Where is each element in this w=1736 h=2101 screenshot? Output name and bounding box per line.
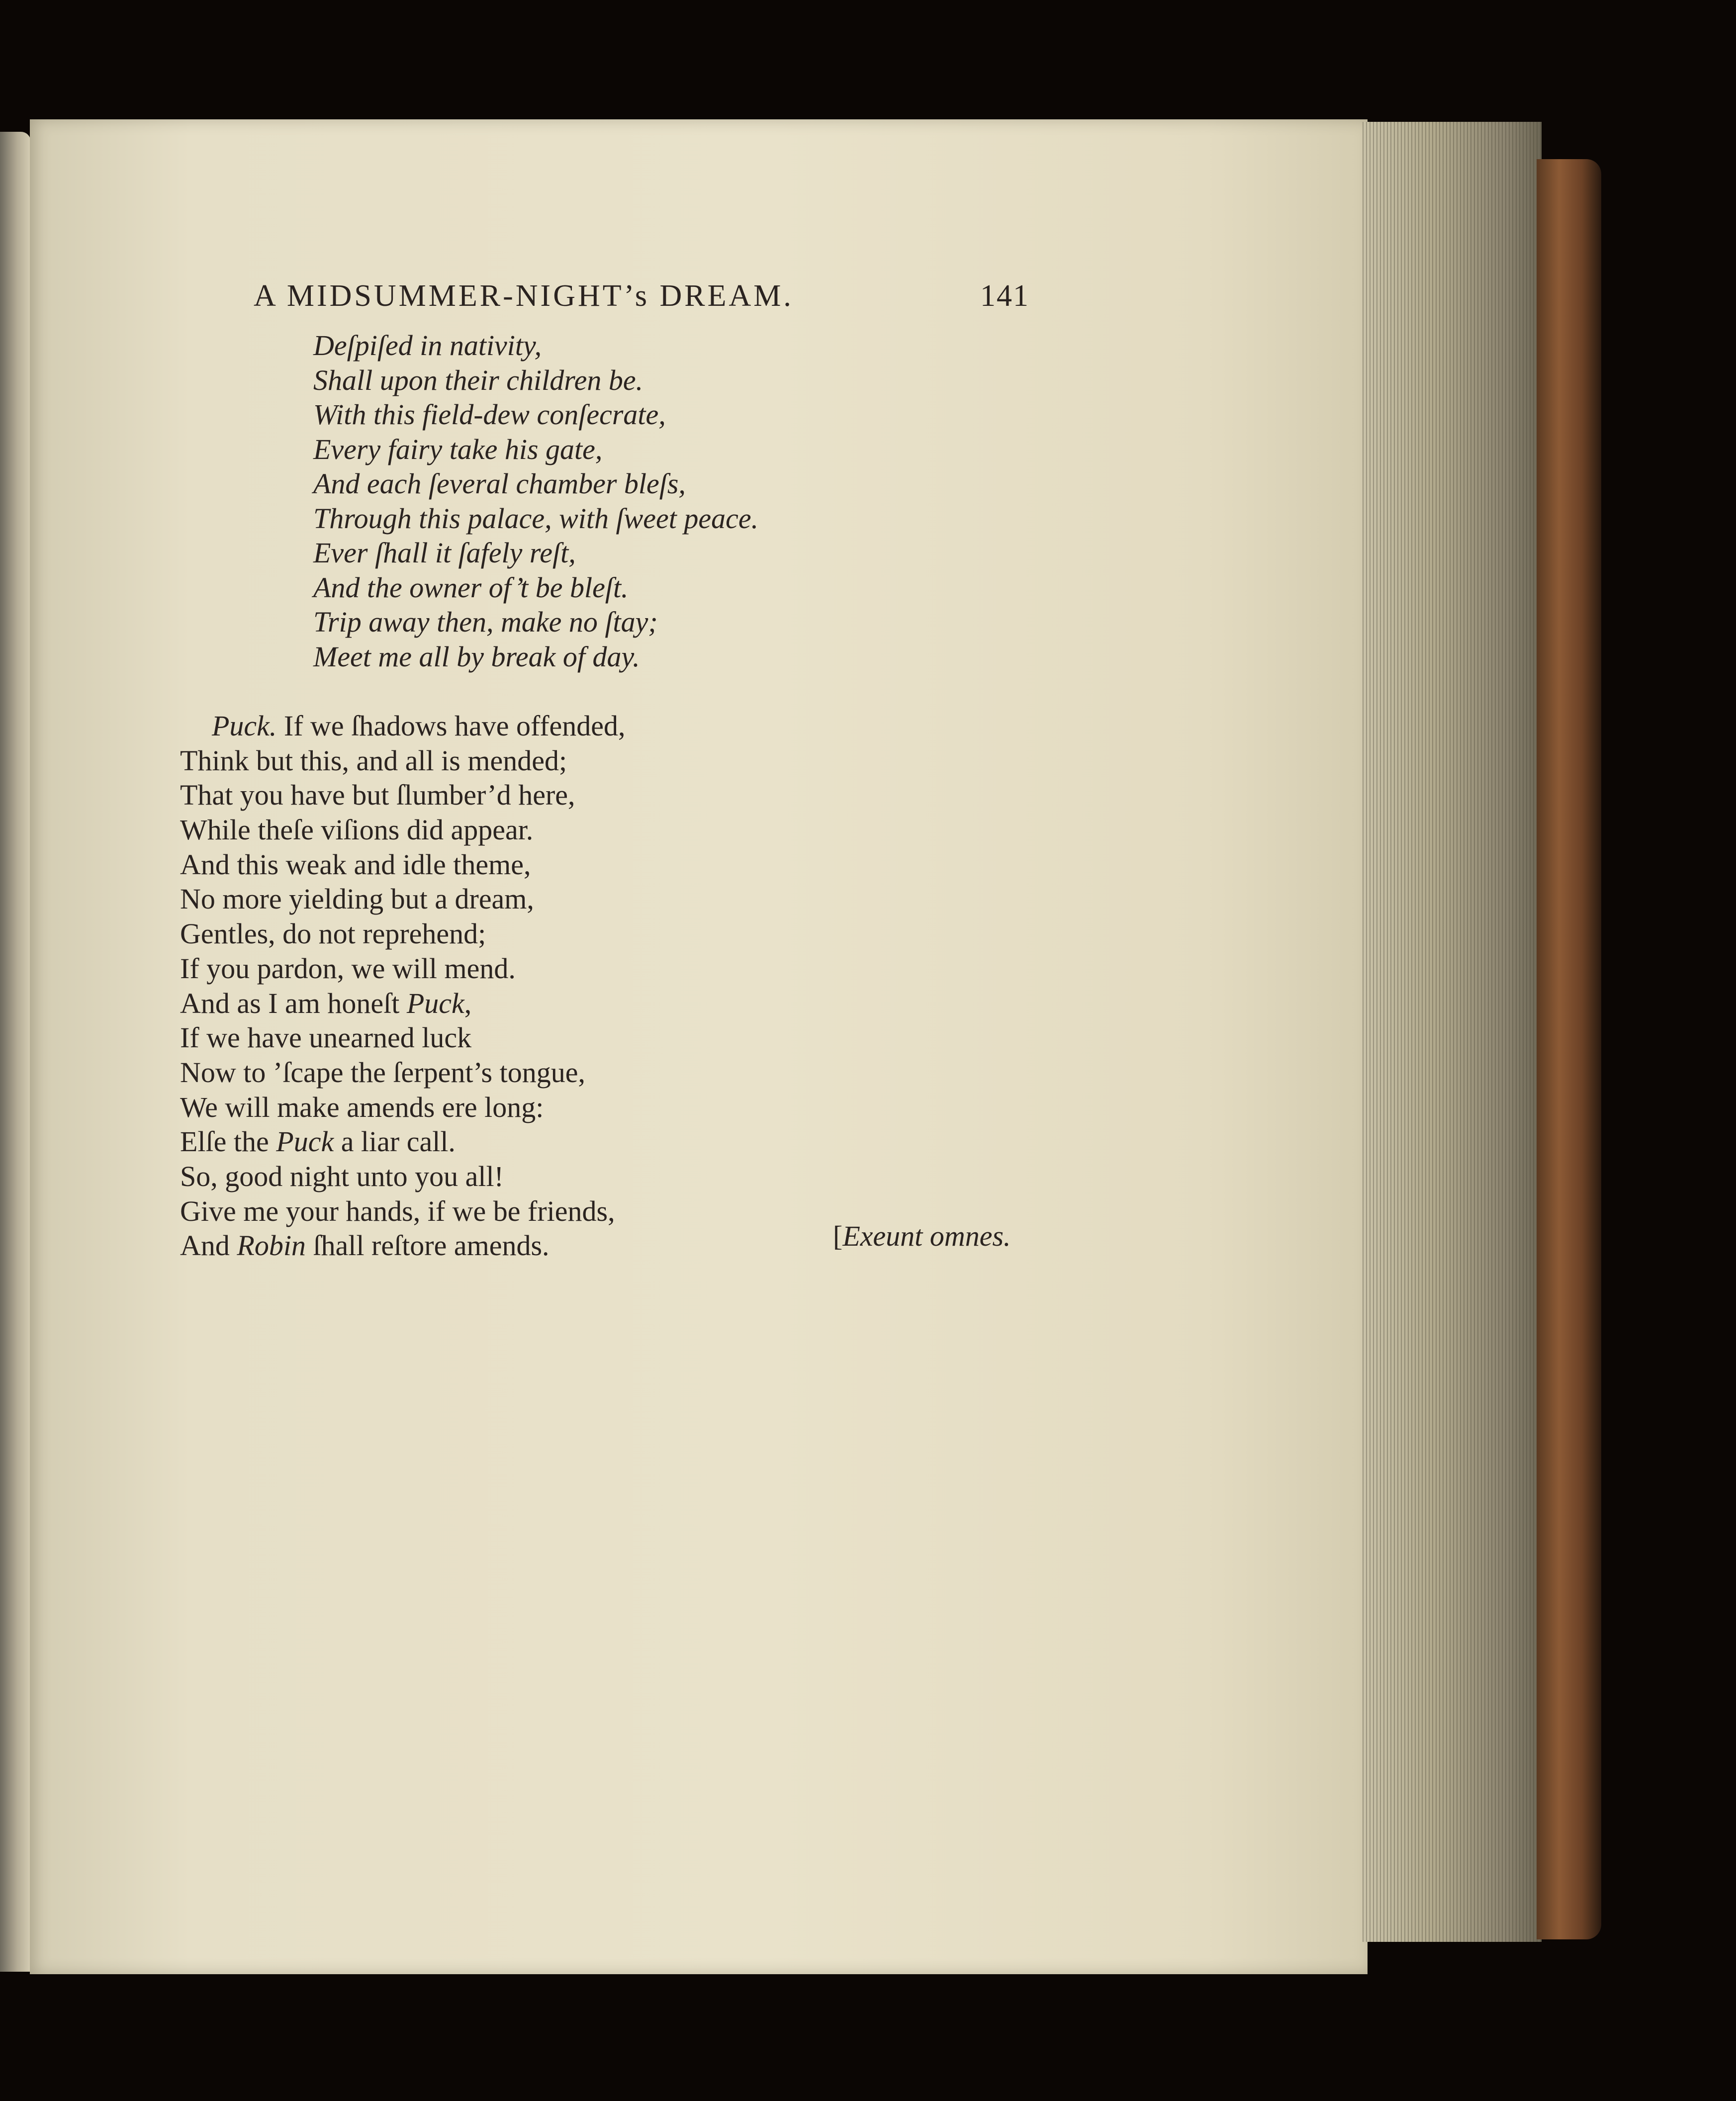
verse-line — [180, 986, 626, 1021]
verse-italic-name: Robin — [237, 1229, 306, 1262]
stage-direction-bracket: [ — [833, 1220, 843, 1252]
song-line: Deſpiſed in nativity, — [313, 329, 542, 362]
verse-line: That you have but ſlumber’d here, — [180, 779, 575, 812]
verse-italic-name: Puck — [276, 1125, 334, 1158]
running-title: A MIDSUMMER-NIGHT’s DREAM. — [254, 279, 794, 313]
verse-text: If we ſhadows have offended, — [283, 710, 626, 742]
song-line: With this field-dew conſecrate, — [313, 398, 666, 431]
song-line: Shall upon their children be. — [313, 364, 643, 396]
song-line: And each ſeveral chamber bleſs, — [313, 467, 686, 500]
verse-line: No more yielding but a dream, — [180, 883, 534, 915]
leather-cover — [1537, 159, 1601, 1939]
verse-line: We will make amends ere long: — [180, 1091, 544, 1123]
verse-line: Gentles, do not reprehend; — [180, 917, 486, 950]
verse-line: Now to ’ſcape the ſerpent’s tongue, — [180, 1056, 585, 1089]
puck-epilogue — [180, 709, 626, 1263]
verse-line: And this weak and idle theme, — [180, 848, 531, 881]
running-head — [254, 278, 1029, 323]
verse-text: ſhall reſtore amends. — [305, 1229, 549, 1262]
song-line: Trip away then, make no ſtay; — [313, 606, 658, 638]
verse-text: a liar call. — [334, 1125, 456, 1158]
song-line: And the owner of’t be bleſt. — [313, 571, 629, 604]
song-line: Ever ſhall it ſafely reſt, — [313, 537, 576, 569]
verse-line — [180, 1228, 626, 1263]
verse-line — [180, 709, 626, 743]
verse-line: Think but this, and all is mended; — [180, 744, 567, 777]
fairy-song — [313, 328, 758, 674]
song-line: Every fairy take his gate, — [313, 433, 603, 465]
speaker-name: Puck. — [212, 710, 277, 742]
stage-direction-text: Exeunt omnes. — [842, 1220, 1011, 1252]
verse-line: Give me your hands, if we be friends, — [180, 1194, 615, 1227]
verse-italic-name: Puck — [406, 987, 464, 1019]
verse-line — [180, 1124, 626, 1159]
stage-direction — [833, 1219, 1011, 1253]
verse-line: So, good night unto you all! — [180, 1160, 504, 1192]
song-line: Meet me all by break of day. — [313, 640, 640, 673]
verse-line: If we have unearned luck — [180, 1021, 472, 1054]
page-number: 141 — [980, 279, 1029, 313]
previous-page-edge — [0, 132, 31, 1972]
verse-text: , — [464, 987, 472, 1019]
verse-line: While theſe viſions did appear. — [180, 814, 534, 846]
song-line: Through this palace, with ſweet peace. — [313, 502, 759, 535]
verse-text: And — [180, 1229, 237, 1262]
verse-text: And as I am honeſt — [180, 987, 407, 1019]
page-block-edges — [1363, 122, 1542, 1942]
verse-text: Elſe the — [180, 1125, 276, 1158]
verse-line: If you pardon, we will mend. — [180, 952, 516, 985]
